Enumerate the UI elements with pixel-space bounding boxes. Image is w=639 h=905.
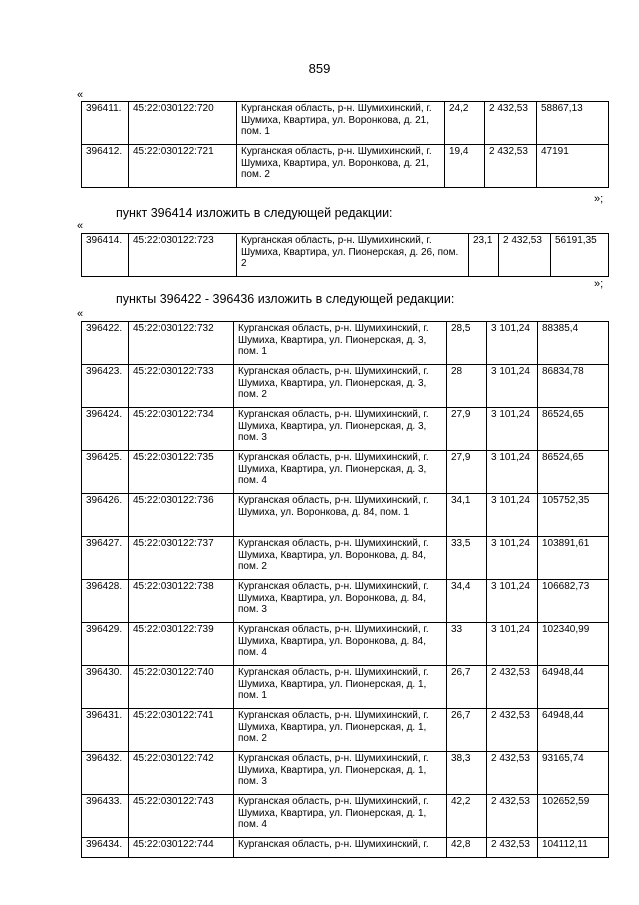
table-row [82,365,609,408]
cadastral-number-cell: 45:22:030122:741 [129,709,234,752]
rate-cell: 3 101,24 [487,494,538,537]
table-row [82,322,609,365]
table-row [82,537,609,580]
amendment-paragraph-2: пункты 396422 - 396436 изложить в следующей редакции: [116,292,455,306]
row-number-cell: 396429. [82,623,129,666]
property-table-3 [81,321,609,858]
address-cell: Курганская область, р-н. Шумихинский, г. Шумиха, Квартира, ул. Пионерская, д. 3, пом. 4 [234,451,447,494]
value-cell: 88385,4 [538,322,609,365]
table-row [82,838,609,858]
area-cell: 42,2 [447,795,487,838]
rate-cell: 2 432,53 [487,752,538,795]
open-quote: « [77,89,84,101]
table-row [82,451,609,494]
cadastral-number-cell: 45:22:030122:738 [129,580,234,623]
row-number-cell: 396432. [82,752,129,795]
cadastral-number-cell: 45:22:030122:743 [129,795,234,838]
area-cell: 26,7 [447,666,487,709]
cadastral-number-cell: 45:22:030122:736 [129,494,234,537]
property-table-body [82,234,609,277]
value-cell: 64948,44 [538,666,609,709]
value-cell: 102652,59 [538,795,609,838]
value-cell: 102340,99 [538,623,609,666]
table-row [82,408,609,451]
area-cell: 34,1 [447,494,487,537]
table-row [82,145,609,188]
table-row [82,580,609,623]
address-cell: Курганская область, р-н. Шумихинский, г. Шумиха, Квартира, ул. Воронкова, д. 84, пом. 3 [234,580,447,623]
rate-cell: 2 432,53 [485,102,537,145]
area-cell: 42,8 [447,838,487,858]
row-number-cell: 396425. [82,451,129,494]
page-number: 859 [308,61,331,76]
table-row [82,623,609,666]
cadastral-number-cell: 45:22:030122:737 [129,537,234,580]
area-cell: 38,3 [447,752,487,795]
cadastral-number-cell: 45:22:030122:734 [129,408,234,451]
rate-cell: 2 432,53 [487,795,538,838]
row-number-cell: 396426. [82,494,129,537]
property-table-body [82,322,609,858]
address-cell: Курганская область, р-н. Шумихинский, г. Шумиха, Квартира, ул. Воронкова, д. 84, пом. 4 [234,623,447,666]
row-number-cell: 396422. [82,322,129,365]
area-cell: 33,5 [447,537,487,580]
rate-cell: 3 101,24 [487,365,538,408]
close-mark: »; [594,193,604,205]
address-cell: Курганская область, р-н. Шумихинский, г. Шумиха, ул. Воронкова, д. 84, пом. 1 [234,494,447,537]
cadastral-number-cell: 45:22:030122:740 [129,666,234,709]
row-number-cell: 396430. [82,666,129,709]
value-cell: 86524,65 [538,451,609,494]
address-cell: Курганская область, р-н. Шумихинский, г. Шумиха, Квартира, ул. Пионерская, д. 1, пом. 1 [234,666,447,709]
area-cell: 27,9 [447,451,487,494]
table-row [82,494,609,537]
row-number-cell: 396431. [82,709,129,752]
open-quote: « [77,308,84,320]
rate-cell: 3 101,24 [487,537,538,580]
value-cell: 47191 [537,145,609,188]
area-cell: 27,9 [447,408,487,451]
row-number-cell: 396434. [82,838,129,858]
area-cell: 33 [447,623,487,666]
value-cell: 64948,44 [538,709,609,752]
table-row [82,752,609,795]
property-table-1 [81,101,609,188]
address-cell: Курганская область, р-н. Шумихинский, г. Шумиха, Квартира, ул. Пионерская, д. 1, пом. 2 [234,709,447,752]
address-cell: Курганская область, р-н. Шумихинский, г. Шумиха, Квартира, ул. Пионерская, д. 3, пом. 3 [234,408,447,451]
row-number-cell: 396424. [82,408,129,451]
close-mark: »; [594,278,604,290]
row-number-cell: 396433. [82,795,129,838]
address-cell: Курганская область, р-н. Шумихинский, г. Шумиха, Квартира, ул. Пионерская, д. 3, пом. 1 [234,322,447,365]
cadastral-number-cell: 45:22:030122:720 [129,102,237,145]
address-cell: Курганская область, р-н. Шумихинский, г. Шумиха, Квартира, ул. Пионерская, д. 1, пом. 4 [234,795,447,838]
row-number-cell: 396427. [82,537,129,580]
value-cell: 86524,65 [538,408,609,451]
rate-cell: 2 432,53 [487,709,538,752]
address-cell: Курганская область, р-н. Шумихинский, г. Шумиха, Квартира, ул. Воронкова, д. 21, пом. 1 [237,102,445,145]
value-cell: 106682,73 [538,580,609,623]
rate-cell: 2 432,53 [499,234,551,277]
cadastral-number-cell: 45:22:030122:732 [129,322,234,365]
rate-cell: 3 101,24 [487,451,538,494]
cadastral-number-cell: 45:22:030122:735 [129,451,234,494]
cadastral-number-cell: 45:22:030122:733 [129,365,234,408]
property-table-2 [81,233,609,277]
cadastral-number-cell: 45:22:030122:723 [129,234,237,277]
area-cell: 34,4 [447,580,487,623]
value-cell: 105752,35 [538,494,609,537]
property-table-body [82,102,609,188]
rate-cell: 3 101,24 [487,623,538,666]
address-cell: Курганская область, р-н. Шумихинский, г. [234,838,447,858]
area-cell: 26,7 [447,709,487,752]
cadastral-number-cell: 45:22:030122:742 [129,752,234,795]
value-cell: 104112,11 [538,838,609,858]
value-cell: 58867,13 [537,102,609,145]
rate-cell: 3 101,24 [487,580,538,623]
cadastral-number-cell: 45:22:030122:744 [129,838,234,858]
address-cell: Курганская область, р-н. Шумихинский, г. Шумиха, Квартира, ул. Воронкова, д. 84, пом. 2 [234,537,447,580]
value-cell: 103891,61 [538,537,609,580]
area-cell: 23,1 [469,234,499,277]
value-cell: 86834,78 [538,365,609,408]
table-row [82,709,609,752]
area-cell: 24,2 [445,102,485,145]
row-number-cell: 396411. [82,102,129,145]
open-quote: « [77,220,84,232]
address-cell: Курганская область, р-н. Шумихинский, г. Шумиха, Квартира, ул. Воронкова, д. 21, пом. 2 [237,145,445,188]
rate-cell: 2 432,53 [485,145,537,188]
row-number-cell: 396412. [82,145,129,188]
cadastral-number-cell: 45:22:030122:739 [129,623,234,666]
rate-cell: 2 432,53 [487,666,538,709]
area-cell: 28,5 [447,322,487,365]
row-number-cell: 396423. [82,365,129,408]
rate-cell: 2 432,53 [487,838,538,858]
value-cell: 93165,74 [538,752,609,795]
row-number-cell: 396428. [82,580,129,623]
cadastral-number-cell: 45:22:030122:721 [129,145,237,188]
amendment-paragraph-1: пункт 396414 изложить в следующей редакции: [116,206,393,220]
address-cell: Курганская область, р-н. Шумихинский, г. Шумиха, Квартира, ул. Пионерская, д. 3, пом. 2 [234,365,447,408]
table-row [82,102,609,145]
address-cell: Курганская область, р-н. Шумихинский, г. Шумиха, Квартира, ул. Пионерская, д. 26, пом. 2 [237,234,469,277]
area-cell: 19,4 [445,145,485,188]
table-row [82,666,609,709]
rate-cell: 3 101,24 [487,322,538,365]
table-row [82,234,609,277]
address-cell: Курганская область, р-н. Шумихинский, г. Шумиха, Квартира, ул. Пионерская, д. 1, пом. 3 [234,752,447,795]
area-cell: 28 [447,365,487,408]
row-number-cell: 396414. [82,234,129,277]
rate-cell: 3 101,24 [487,408,538,451]
table-row [82,795,609,838]
value-cell: 56191,35 [551,234,609,277]
